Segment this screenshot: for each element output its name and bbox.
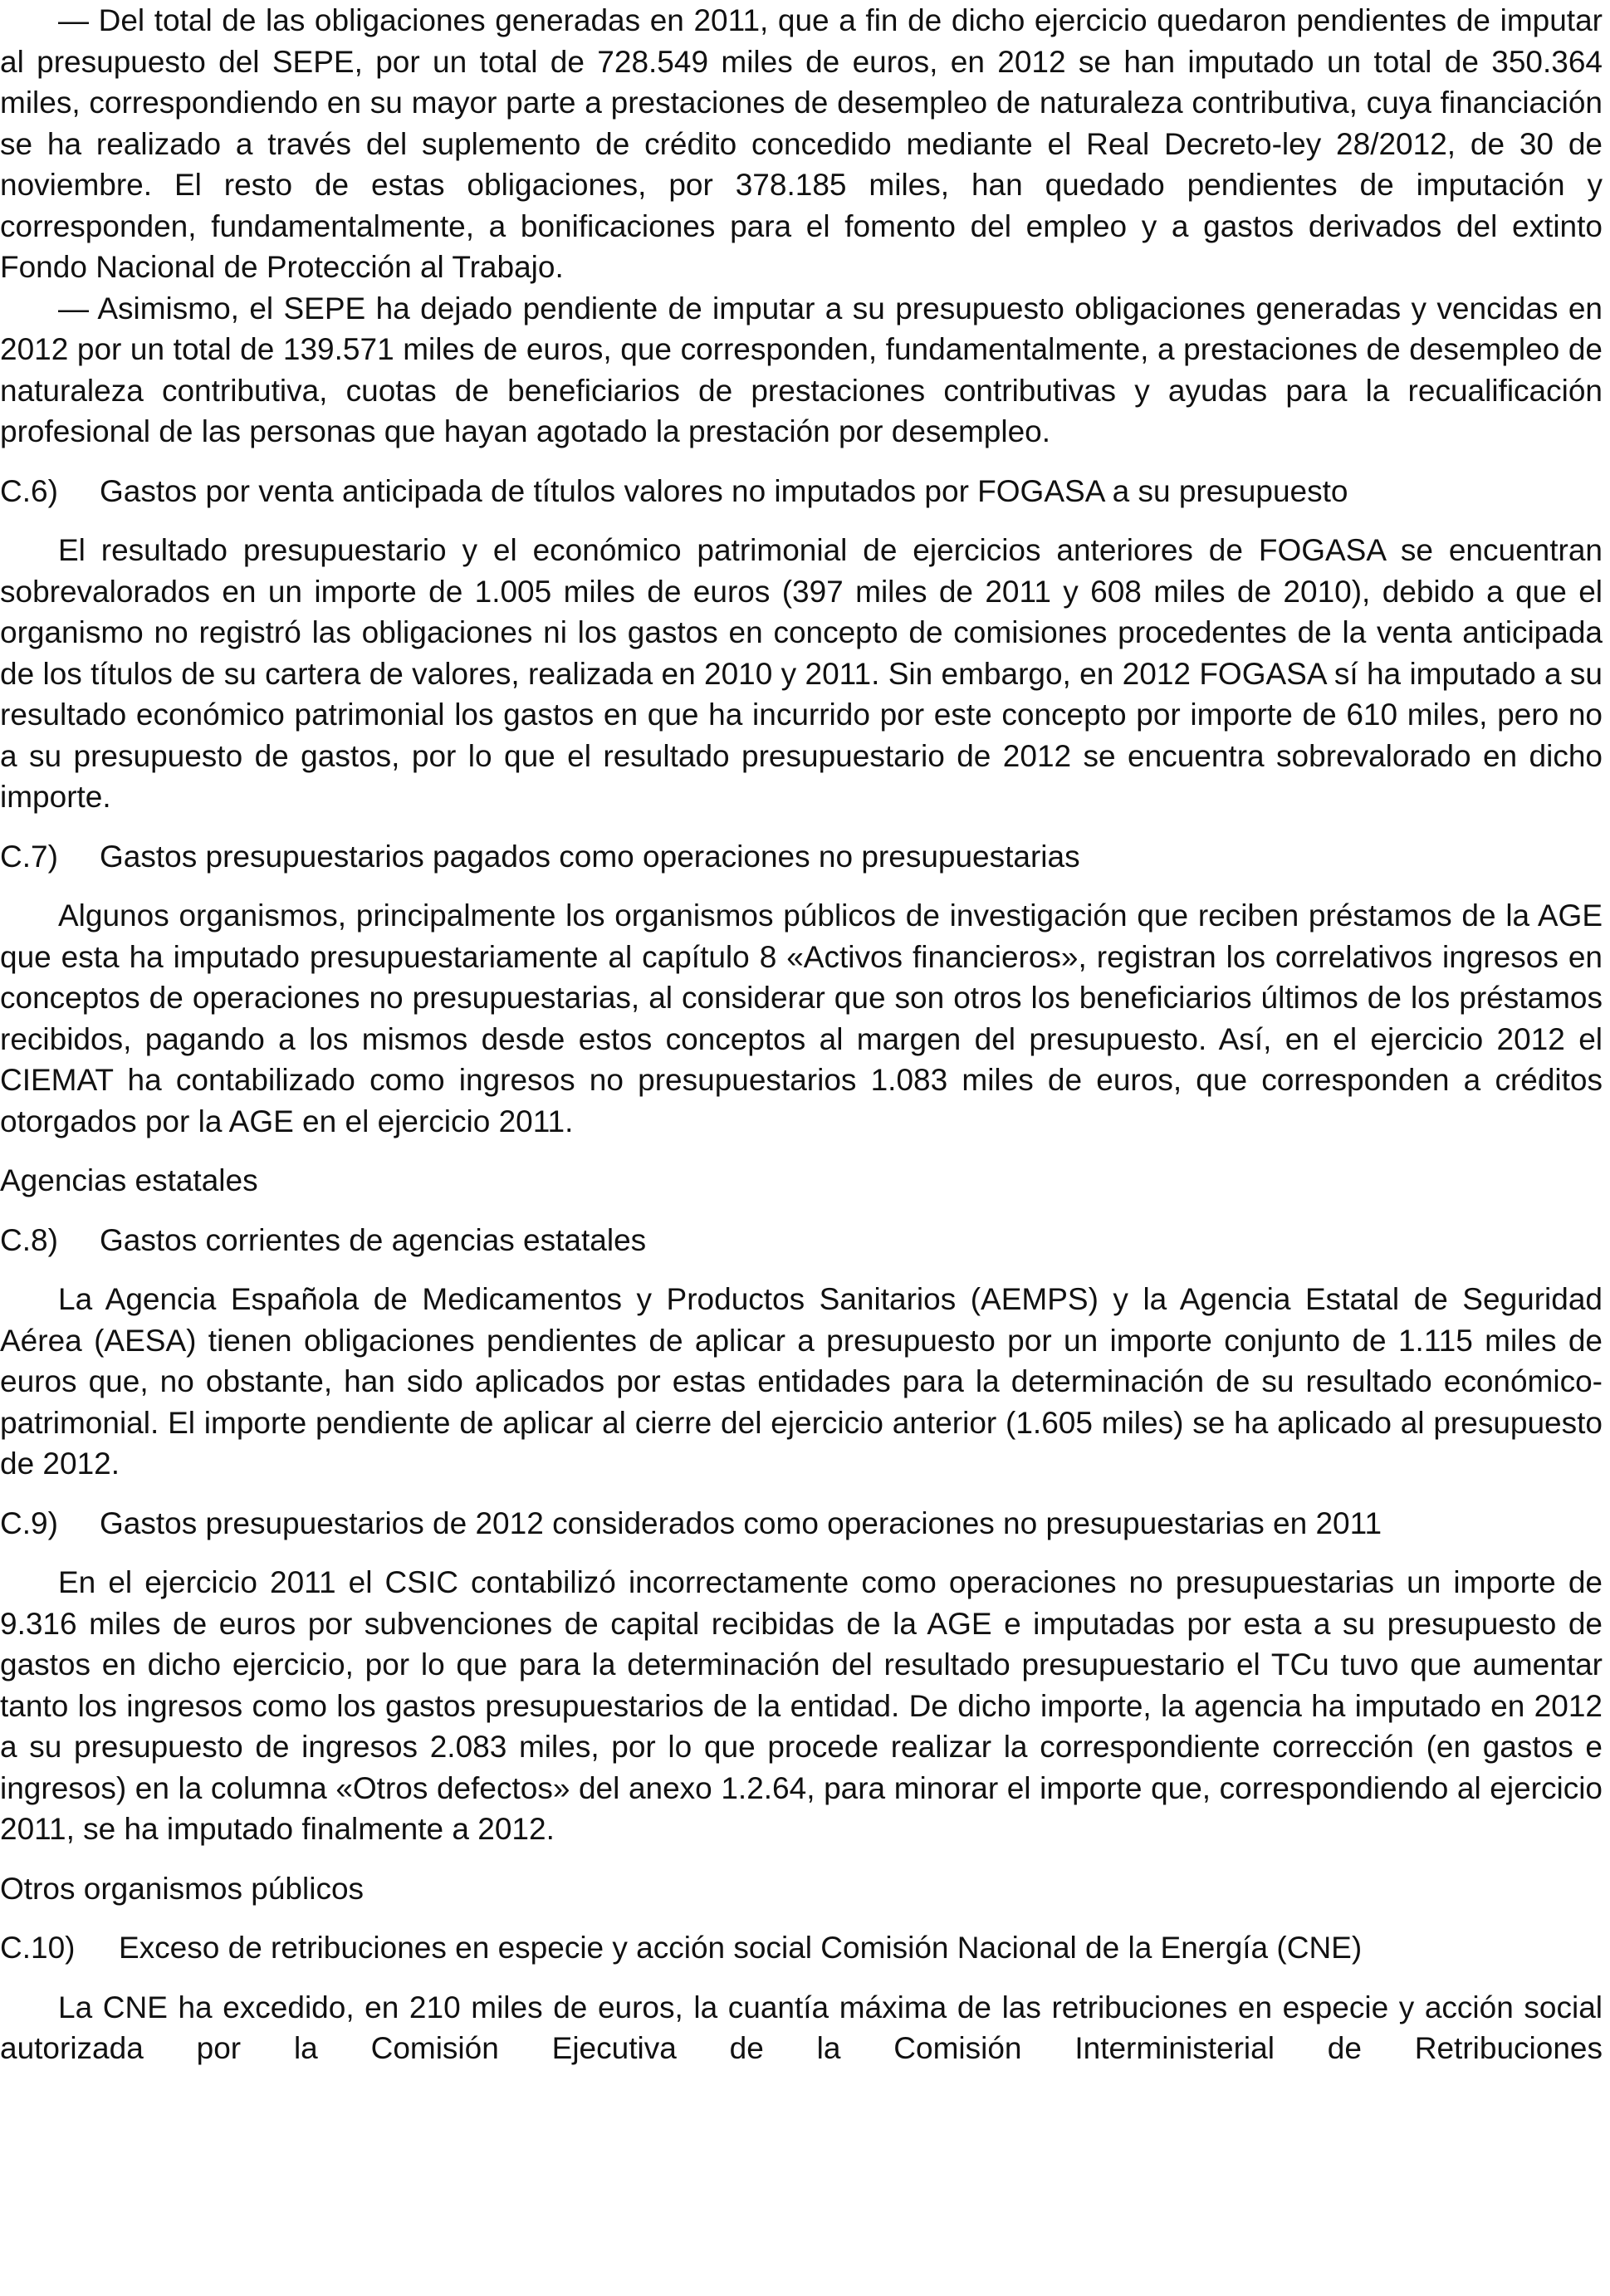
paragraph-fogasa: El resultado presupuestario y el económico patrimonial de ejercicios anteriores de FOGASA se encuentran sobrevalorados en un importe de 1.005 miles de euros (397 miles de 2011 y 608 miles de 2010), debido a que el organismo no registró las obligaciones ni los gastos en concepto de comisiones procedentes de la venta anticipada de los títulos de su cartera de valores, realizada en 2010 y 2011. Sin embargo, en 2012 FOGASA sí ha imputado a su resultado económico patrimonial los gastos en que ha incurrido por este concepto por importe de 610 miles, pero no a su presupuesto de gastos, por lo que el resultado presupuestario de 2012 se encuentra sobrevalorado en dicho importe. — [0, 533, 1603, 814]
heading-c10-text: Exceso de retribuciones en especie y acción social Comisión Nacional de la Energía (CNE) — [119, 1931, 1363, 1965]
heading-c10-number: C.10) — [0, 1931, 76, 1965]
heading-c9-text: Gastos presupuestarios de 2012 considerados como operaciones no presupuestarias en 2011 — [100, 1505, 1382, 1540]
paragraph-sepe-obligaciones-2011: — Del total de las obligaciones generadas en 2011, que a fin de dicho ejercicio quedaron pendientes de imputar al presupuesto del SEPE, por un total de 728.549 miles de euros, en 2012 se han imputado un total de 350.364 miles, correspondiendo en su mayor parte a prestaciones de desempleo de naturaleza contributiva, cuya financiación se ha realizado a través del suplemento de crédito concedido mediante el Real Decreto-ley 28/2012, de 30 de noviembre. El resto de estas obligaciones, por 378.185 miles, han quedado pendientes de imputación y corresponden, fundamentalmente, a bonificaciones para el fomento del empleo y a gastos derivados del extinto Fondo Nacional de Protección al Trabajo. — [0, 3, 1603, 284]
heading-c7-text: Gastos presupuestarios pagados como operaciones no presupuestarias — [100, 839, 1080, 874]
heading-c8 — [0, 1220, 1603, 1261]
heading-c10 — [0, 1927, 1603, 1969]
heading-c7 — [0, 836, 1603, 878]
section-otros-organismos: Otros organismos públicos — [0, 1871, 365, 1906]
heading-c9-number: C.9) — [0, 1505, 58, 1540]
heading-c6-text: Gastos por venta anticipada de títulos valores no imputados por FOGASA a su presupuesto — [100, 473, 1348, 508]
paragraph-cne: La CNE ha excedido, en 210 miles de euros, la cuantía máxima de las retribuciones en especie y acción social autorizada por la Comisión Ejecutiva de la Comisión Interministerial de Retribuciones — [0, 1990, 1603, 2065]
heading-c6-number: C.6) — [0, 473, 58, 508]
paragraph-sepe-obligaciones-2012: — Asimismo, el SEPE ha dejado pendiente de imputar a su presupuesto obligaciones generadas y vencidas en 2012 por un total de 139.571 miles de euros, que corresponden, fundamentalmente, a prestaciones de desempleo de naturaleza contributiva, cuotas de beneficiarios de prestaciones contributivas y ayudas para la recualificación profesional de las personas que hayan agotado la prestación por desempleo. — [0, 291, 1603, 448]
heading-c8-number: C.8) — [0, 1222, 58, 1257]
paragraph-ciemat: Algunos organismos, principalmente los organismos públicos de investigación que reciben préstamos de la AGE que esta ha imputado presupuestariamente al capítulo 8 «Activos financieros», registran los correlativos ingresos en conceptos de operaciones no presupuestarias, al considerar que son otros los beneficiarios últimos de los préstamos recibidos, pagando a los mismos desde estos conceptos al margen del presupuesto. Así, en el ejercicio 2012 el CIEMAT ha contabilizado como ingresos no presupuestarios 1.083 miles de euros, que corresponden a créditos otorgados por la AGE en el ejercicio 2011. — [0, 898, 1603, 1138]
section-agencias-estatales: Agencias estatales — [0, 1163, 258, 1197]
paragraph-aemps-aesa: La Agencia Española de Medicamentos y Productos Sanitarios (AEMPS) y la Agencia Estatal de Seguridad Aérea (AESA) tienen obligaciones pendientes de aplicar a presupuesto por un importe conjunto de 1.115 miles de euros que, no obstante, han sido aplicados por estas entidades para la determinación de su resultado económico-patrimonial. El importe pendiente de aplicar al cierre del ejercicio anterior (1.605 miles) se ha aplicado al presupuesto de 2012. — [0, 1282, 1603, 1481]
heading-c9 — [0, 1503, 1603, 1545]
paragraph-csic: En el ejercicio 2011 el CSIC contabilizó incorrectamente como operaciones no presupuestarias un importe de 9.316 miles de euros por subvenciones de capital recibidas de la AGE e imputadas por esta a su presupuesto de gastos en dicho ejercicio, por lo que para la determinación del resultado presupuestario el TCu tuvo que aumentar tanto los ingresos como los gastos presupuestarios de la entidad. De dicho importe, la agencia ha imputado en 2012 a su presupuesto de ingresos 2.083 miles, por lo que procede realizar la correspondiente corrección (en gastos e ingresos) en la columna «Otros defectos» del anexo 1.2.64, para minorar el importe que, correspondiendo al ejercicio 2011, se ha imputado finalmente a 2012. — [0, 1565, 1603, 1846]
heading-c6 — [0, 471, 1603, 512]
heading-c7-number: C.7) — [0, 839, 58, 874]
heading-c8-text: Gastos corrientes de agencias estatales — [100, 1222, 647, 1257]
